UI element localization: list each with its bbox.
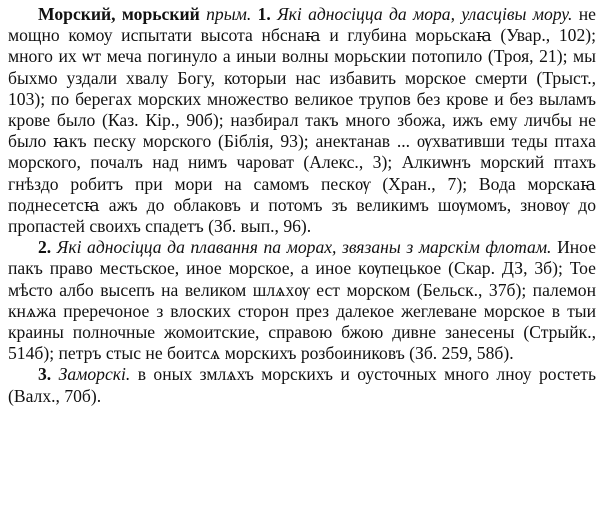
- sense-gloss: Які адносіцца да мора, уласцівы мору.: [277, 4, 573, 24]
- part-of-speech-label: прым.: [206, 4, 252, 24]
- sense-1: [8, 4, 596, 237]
- sense-2: [8, 237, 596, 364]
- sense-number: 2.: [38, 237, 52, 258]
- sense-number: 3.: [38, 364, 52, 385]
- headword: Морский, морьский: [38, 4, 200, 24]
- sense-citations: Иное пакъ право местьское, иное морское, а иное кѹпецькое (Скар. ДЗ, 3б); Тое мѣсто албо высепъ на великом шлѧхѹ ест морском (Бельск., 37б); палемон кнѧжа преречоное з влоских сторон през далекое жеглеване морское в тыи краины полночные жомоитские, справою бжою дивне занесены (Стрыйк., 514б); петръ стыс не боитсѧ морскихъ розбоиниковъ (Зб. 259, 58б).: [8, 237, 597, 364]
- sense-gloss: Які адносіцца да плавання па морах, звязаны з марскім флотам.: [56, 237, 552, 258]
- sense-citations: в оных змлѧхъ морскихъ и оусточных много лноу ростеть (Валх., 70б).: [8, 364, 596, 406]
- sense-3: [8, 364, 596, 406]
- sense-number: 1.: [257, 4, 271, 24]
- sense-gloss: Заморскі.: [58, 364, 131, 385]
- sense-citations: не мощно комоу испытати высота нбснаꙗ и глубина морьскаꙗ (Увар., 102); много их ѡт меча погинуло а иныи волны морьскии потопило (Троя, 21); мы быхмо уздали хвалу Богу, которыи нас избавить морское смерти (Трыст., 103); по берегах морских множество великое трупов без крове и без выламъ крове было (Каз. Кір., 90б); назбирал такъ много збожа, ижъ ему личбы не было ꙗкъ песку морского (Біблія, 93); анектанав ... ѹхвативши теды птаха морского, почалъ над нимъ чароват (Алекс., 3); Алкиѡнъ морский птахъ гнѣздо робитъ при мори на самомъ пескѹ (Хран., 7); Вода морскаꙗ поднесетсꙗ ажъ до облаковъ и потомъ зъ великимъ шѹмомъ, зновѹ до пропастей своихъ спадетъ (Зб. вып., 96).: [8, 4, 596, 237]
